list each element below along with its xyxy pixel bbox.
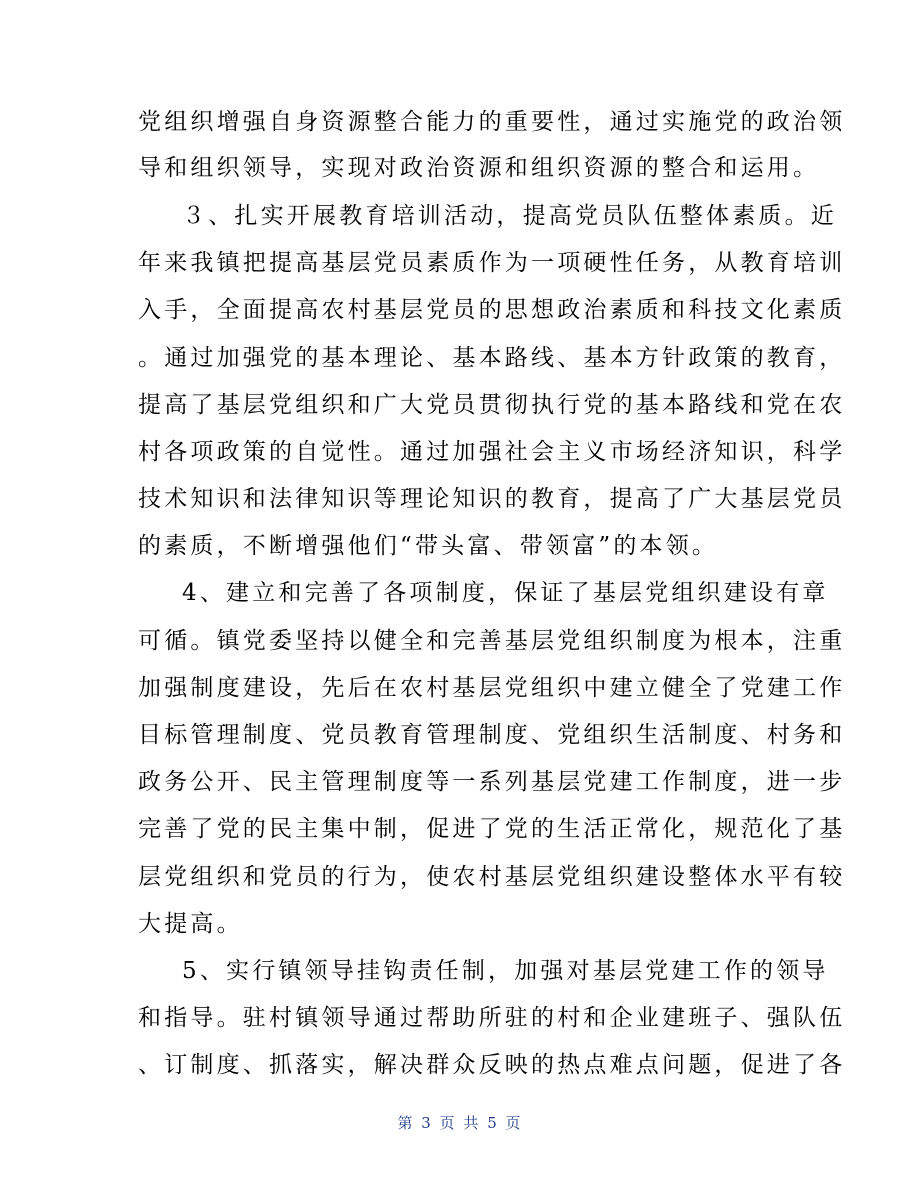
text-line-6: 。通过加强党的基本理论、基本路线、基本方针政策的教育， <box>138 345 846 371</box>
text-line-14: 目标管理制度、党员教育管理制度、党组织生活制度、村务和 <box>138 722 846 748</box>
text-line-9: 技术知识和法律知识等理论知识的教育，提高了广大基层党员 <box>138 486 846 512</box>
text-line-10: 的素质，不断增强他们“带头富、带领富”的本领。 <box>138 533 719 559</box>
paragraph-3-first-line: ３、扎实开展教育培训活动，提高党员队伍整体素质。近 <box>182 203 837 229</box>
text-line-16: 完善了党的民主集中制，促进了党的生活正常化，规范化了基 <box>138 816 846 842</box>
text-line-4: 年来我镇把提高基层党员素质作为一项硬性任务，从教育培训 <box>138 250 846 276</box>
footer-total-word: 共 <box>463 1114 481 1132</box>
footer-total-pages: 5 <box>487 1114 499 1132</box>
text-line-20: 和指导。驻村镇领导通过帮助所驻的村和企业建班子、强队伍 <box>138 1005 846 1031</box>
footer-suffix: 页 <box>505 1114 523 1132</box>
text-line-18: 大提高。 <box>138 911 243 937</box>
footer-prefix: 第 <box>397 1114 415 1132</box>
paragraph-4-first-line: 4、建立和完善了各项制度，保证了基层党组织建设有章 <box>182 580 829 606</box>
text-line-2: 导和组织领导，实现对政治资源和组织资源的整合和运用。 <box>138 155 820 181</box>
text-line-12: 可循。镇党委坚持以健全和完善基层党组织制度为根本，注重 <box>138 628 846 654</box>
text-line-15: 政务公开、民主管理制度等一系列基层党建工作制度，进一步 <box>138 769 846 795</box>
footer-current-page: 3 <box>421 1114 433 1132</box>
text-line-7: 提高了基层党组织和广大党员贯彻执行党的基本路线和党在农 <box>138 392 846 418</box>
text-line-8: 村各项政策的自觉性。通过加强社会主义市场经济知识，科学 <box>138 439 846 465</box>
text-line-17: 层党组织和党员的行为，使农村基层党组织建设整体水平有较 <box>138 864 846 890</box>
text-line-21: 、订制度、抓落实，解决群众反映的热点难点问题，促进了各 <box>138 1052 846 1078</box>
text-line-1: 党组织增强自身资源整合能力的重要性，通过实施党的政治领 <box>138 109 846 135</box>
text-line-5: 入手，全面提高农村基层党员的思想政治素质和科技文化素质 <box>138 297 846 323</box>
text-line-13: 加强制度建设，先后在农村基层党组织中建立健全了党建工作 <box>138 675 846 701</box>
paragraph-5-first-line: 5、实行镇领导挂钩责任制，加强对基层党建工作的领导 <box>182 958 829 984</box>
page-footer <box>0 1113 920 1133</box>
footer-page-word: 页 <box>439 1114 457 1132</box>
